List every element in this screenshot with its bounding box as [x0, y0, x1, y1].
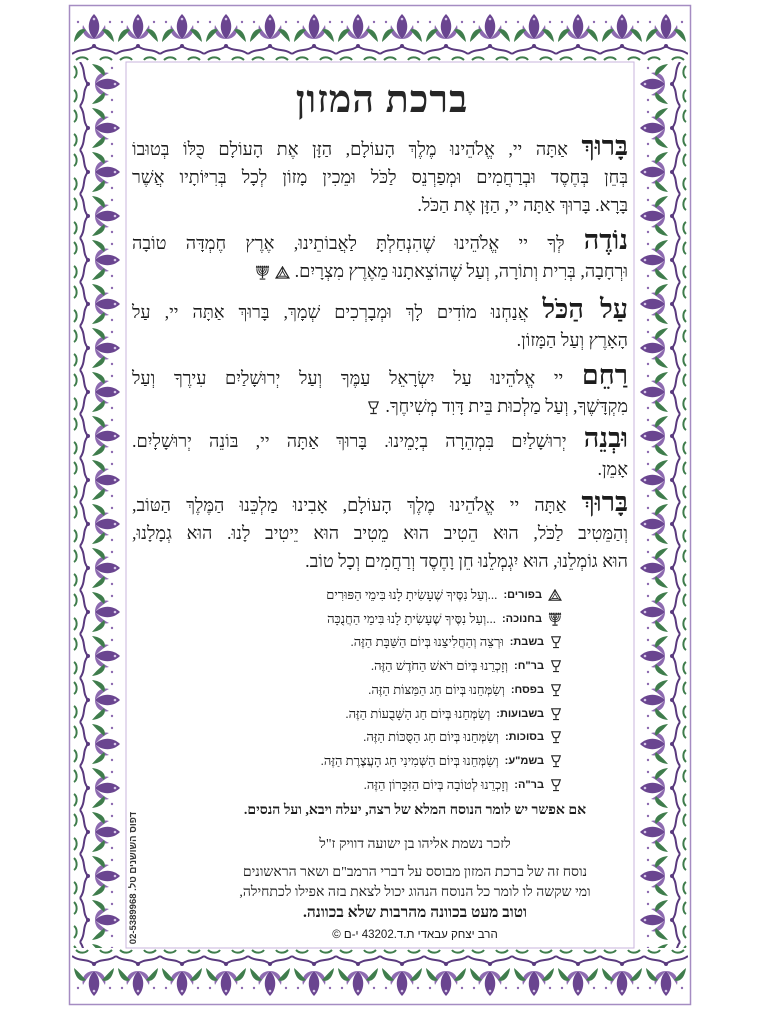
- cup-icon: [550, 683, 562, 697]
- cup-icon: [550, 730, 562, 744]
- insertion-label: בשמ"ע:: [504, 755, 544, 768]
- paragraph-line: [132, 257, 628, 285]
- border-top: [72, 8, 688, 62]
- list-item: [250, 654, 562, 678]
- explanation-line: נוסח זה של ברכת המזון מבוסס על דברי הרמב"ם ושאר הראשונים: [242, 865, 588, 880]
- insertion-text: ...וְעַל נִסֶּיךָ שֶׁעָשִׂיתָ לָנוּ בִּימֵי הַחֲנֻכָּה: [327, 610, 496, 626]
- line-text: יי אֱלֹהֵינוּ עַל יִשְׂרָאֵל עַמֶּךָ וְעַל יְרוּשָׁלַיִם עִירֶךָ וְעַל: [132, 368, 564, 388]
- list-item: [250, 678, 562, 702]
- lead-word: נוֹדֶה: [583, 225, 628, 255]
- insertion-text: וְשַׂמְּחֵנוּ בְּיוֹם חַג הַסֻּכּוֹת הַזֶּה.: [363, 729, 499, 745]
- insertion-label: בחנוכה:: [502, 612, 542, 625]
- paragraph-line: [132, 360, 628, 392]
- paragraph-line: [132, 225, 628, 257]
- insertion-label: בר"ה:: [514, 778, 544, 791]
- memorial-dedication: לזכר נשמת אליהו בן ישועה דוויק ז"ל: [319, 837, 511, 852]
- holiday-insertions-list: [250, 583, 562, 797]
- paragraph-uvneh: [132, 423, 629, 483]
- list-item: [250, 726, 562, 750]
- cup-icon: [550, 659, 562, 673]
- line-text: מִקְדָּשֶׁךָ, וְעַל מַלְכוּת בֵּית דָּוִד מְשִׁיחֶךָ.: [385, 396, 628, 416]
- triangle-icon: [275, 266, 290, 279]
- explanation-line: וטוב מעט בכוונה מהרבות שלא בכוונה.: [303, 904, 527, 921]
- insertion-text: וּרְצֵה וְהַחֲלִיצֵנוּ בְּיוֹם הַשַּׁבָּת הַזֶּה.: [350, 634, 504, 650]
- cup-icon: [550, 707, 562, 721]
- paragraph-line: [132, 131, 628, 163]
- paragraph-nodeh: [132, 225, 628, 285]
- page-title: ברכת המזון: [295, 79, 469, 121]
- insertion-text: וְשַׂמְּחֵנוּ בְּיוֹם חַג הַשָּׁבֻעוֹת הַזֶּה.: [345, 705, 491, 721]
- full-text-note: אם אפשר יש לומר הנוסח המלא של רצה, יעלה ויבא, ועל הנסים.: [243, 803, 587, 818]
- border-right: [634, 62, 688, 948]
- insertion-label: בשבועות:: [496, 707, 544, 720]
- insertion-label: בשבת:: [509, 636, 544, 649]
- paragraph-line: הוּא גוֹמְלֵנוּ, הוּא יִגְמְלֵנוּ חֵן וָחֶסֶד וְרַחֲמִים וְכָל טוֹב.: [305, 551, 628, 571]
- line-text: וּרְחָבָה, בְּרִית וְתוֹרָה, וְעַל שֶׁהוֹצֵאתָנוּ מֵאֶרֶץ מִצְרָיִם.: [294, 261, 628, 281]
- border-bottom: [72, 948, 688, 1002]
- paragraph-line: וְהַמֵּטִיב לַכֹּל, הוּא הֵטִיב הוּא מֵטִיב הוּא יֵיטִיב לָנוּ. הוּא גְמָלָנוּ,: [132, 523, 628, 543]
- printer-credit: דפוס השושנים טל. 02-5389968: [128, 811, 139, 945]
- list-item: [250, 607, 562, 631]
- line-text: לְּךָ יי אֱלֹהֵינוּ שֶׁהִנְחַלְתָּ לַאֲבוֹתֵינוּ, אֶרֶץ חֶמְדָּה טוֹבָה: [132, 233, 565, 253]
- copyright-notice: הרב יצחק עבאדי ת.ד.43202 י-ם ©: [332, 929, 498, 941]
- list-item: [250, 583, 562, 607]
- insertion-label: בפסח:: [510, 683, 544, 696]
- version-explanation: [200, 863, 630, 923]
- menorah-icon: [255, 265, 270, 280]
- paragraph-line: [132, 294, 628, 326]
- line-text: יְרוּשָׁלַיִם בִּמְהֵרָה בְיָמֵינוּ. בָּרוּךְ אַתָּה יי, בּוֹנֵה יְרוּשָׁלָיִם.: [132, 431, 567, 451]
- insertion-label: בר"ח:: [514, 660, 544, 673]
- paragraph-line: [132, 423, 629, 455]
- cup-icon: [550, 778, 562, 792]
- cup-icon: [367, 400, 380, 415]
- cup-icon: [550, 754, 562, 768]
- explanation-line: ומי שקשה לו לומר כל הנוסח הנהוג יכול לצאת בזה אפילו לכתחילה,: [239, 885, 591, 900]
- insertion-text: וְזָכְרֵנוּ בְּיוֹם רֹאשׁ הַחֹדֶשׁ הַזֶּה.: [370, 658, 509, 674]
- line-text: אַתָּה יי אֱלֹהֵינוּ מֶלֶךְ הָעוֹלָם, אָבִינוּ מַלְכֵּנוּ הַמֶּלֶךְ הַטּוֹב,: [132, 495, 567, 515]
- lead-word: בָּרוּךְ: [581, 131, 628, 161]
- paragraph-line: [132, 487, 628, 519]
- paragraph-hatov-vehametiv: [132, 487, 628, 575]
- line-text: אַתָּה יי, אֱלֹהֵינוּ מֶלֶךְ הָעוֹלָם, הַזָּן אֶת הָעוֹלָם כֻּלּוֹ בְּטוּבוֹ: [132, 139, 568, 159]
- paragraph-line: [132, 392, 628, 420]
- lead-word: בָּרוּךְ: [581, 487, 628, 517]
- lead-word: עַל הַכֹּל: [542, 294, 628, 324]
- cup-icon: [550, 635, 562, 649]
- triangle-icon: [548, 589, 562, 601]
- paragraph-hazan: [132, 131, 628, 219]
- list-item: [250, 749, 562, 773]
- paragraph-line: בָּרָא. בָּרוּךְ אַתָּה יי, הַזָּן אֶת הַכֹּל.: [417, 195, 628, 215]
- paragraph-al-hakol: [132, 294, 628, 354]
- insertion-label: בפורים:: [503, 588, 542, 601]
- line-text: אֲנַחְנוּ מוֹדִים לָךְ וּמְבָרְכִים שְׁמָךְ, בָּרוּךְ אַתָּה יי, עַל: [132, 302, 529, 322]
- lead-word: וּבְנֵה: [583, 423, 629, 453]
- insertion-text: וְשַׂמְּחֵנוּ בְּיוֹם הַשְּׁמִינִי חַג הָעֲצֶרֶת הַזֶּה.: [320, 753, 499, 769]
- paragraph-line: הָאָרֶץ וְעַל הַמָּזוֹן.: [516, 330, 628, 350]
- list-item: [250, 702, 562, 726]
- list-item: [250, 631, 562, 655]
- lead-word: רַחֵם: [581, 360, 628, 390]
- border-left: [72, 62, 126, 948]
- insertion-text: ...וְעַל נִסֶּיךָ שֶׁעָשִׂיתָ לָנוּ בִּימֵי הַפּוּרִים: [326, 586, 498, 602]
- insertion-text: וְשַׂמְּחֵנוּ בְּיוֹם חַג הַמַּצּוֹת הַזֶּה.: [368, 681, 505, 697]
- menorah-icon: [548, 612, 562, 626]
- paragraph-line: אָמֵן.: [597, 459, 628, 479]
- insertion-label: בסוכות:: [504, 731, 544, 744]
- paragraph-line: בְּחֵן בְּחֶסֶד וּבְרַחֲמִים וּמְפַרְנֵס לַכֹּל וּמֵכִין מָזוֹן לְכָל בְּרִיּוֹתָיו אֲשֶׁר: [132, 167, 628, 187]
- insertion-text: וְזָכְרֵנוּ לְטוֹבָה בְּיוֹם הַזִּכָּרוֹן הַזֶּה.: [363, 776, 509, 792]
- paragraph-rachem: [132, 360, 628, 420]
- list-item: [250, 773, 562, 797]
